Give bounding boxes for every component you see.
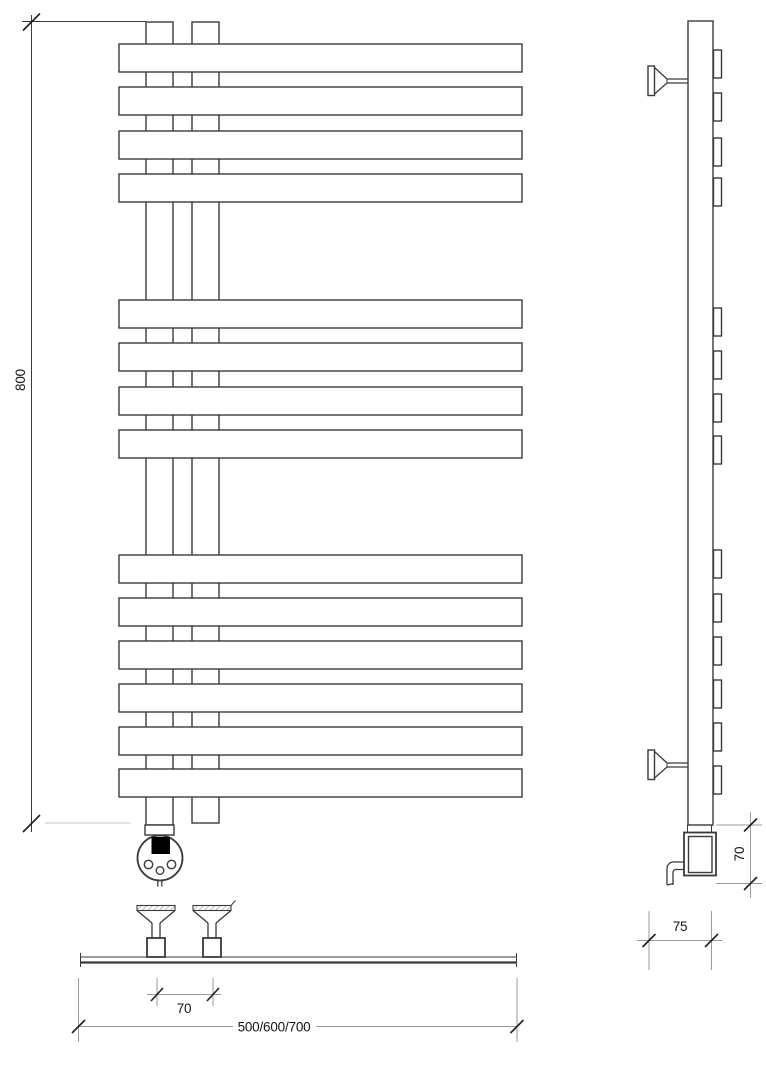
bracket-cone (655, 68, 668, 80)
radiator-bar (119, 387, 522, 415)
bracket-plate (648, 66, 655, 96)
thermostat-button (144, 860, 152, 868)
bar-cross-section (714, 550, 722, 578)
side-heater-label: 70 (732, 846, 747, 862)
radiator-bar (119, 727, 522, 755)
bracket-cone (193, 911, 208, 924)
wall-bracket-front (137, 906, 175, 958)
bar-cross-section (714, 308, 722, 336)
bracket-foot (147, 938, 165, 957)
front-bars (119, 44, 522, 797)
bracket-disc (137, 906, 175, 911)
radiator-bar (119, 343, 522, 371)
bracket-cone (655, 83, 668, 94)
bar-cross-section (714, 50, 722, 78)
radiator-bar (119, 87, 522, 115)
bar-cross-section (714, 723, 722, 751)
radiator-bar (119, 555, 522, 583)
thermostat-button (167, 860, 175, 868)
bracket-spacing-dimension (147, 978, 221, 1016)
bar-cross-section (714, 178, 722, 206)
bar-cross-section (714, 351, 722, 379)
side-collector-body (688, 21, 713, 825)
heating-element (138, 825, 183, 887)
radiator-bar (119, 641, 522, 669)
bracket-disc-tick (231, 901, 236, 906)
bar-cross-section (714, 436, 722, 464)
radiator-bar (119, 44, 522, 72)
radiator-bar (119, 430, 522, 458)
side-bar-sections (714, 50, 722, 794)
side-depth-label: 75 (672, 919, 688, 934)
bar-cross-section (714, 637, 722, 665)
bracket-disc (193, 906, 231, 911)
wall-bracket-side (648, 750, 689, 780)
bar-cross-section (714, 680, 722, 708)
side-brackets (648, 66, 689, 780)
radiator-bar (119, 300, 522, 328)
radiator-bar (119, 684, 522, 712)
radiator-bar (119, 131, 522, 159)
bracket-cone (137, 911, 152, 924)
bracket-plate (648, 750, 655, 780)
side-body (688, 21, 713, 825)
heater-housing-inner (689, 837, 713, 873)
wall-bracket-side (648, 66, 689, 96)
bracket-cone (655, 767, 668, 778)
bar-cross-section (714, 394, 722, 422)
cable-elbow (673, 870, 684, 886)
bracket-cone (655, 752, 668, 764)
wall-baseline (80, 953, 517, 967)
wall-bracket-front (193, 901, 236, 958)
bracket-cone (216, 911, 231, 924)
width-dimension (72, 978, 524, 1042)
thermostat-button (156, 867, 164, 875)
width-dim-label: 500/600/700 (237, 1019, 311, 1035)
cable-elbow (667, 862, 684, 885)
radiator-bar (119, 769, 522, 797)
bracket-spacing-label: 70 (176, 1001, 192, 1016)
bracket-cone (160, 911, 175, 924)
bar-cross-section (714, 93, 722, 121)
front-brackets (137, 901, 236, 958)
height-dim-label: 800 (13, 369, 28, 391)
bar-cross-section (714, 766, 722, 794)
thermostat-display (152, 837, 171, 854)
bracket-foot (203, 938, 221, 957)
element-collar (145, 825, 174, 835)
side-depth-dimension (637, 911, 722, 970)
side-heater-box (667, 825, 716, 885)
side-heater-dimension (716, 812, 762, 898)
radiator-bar (119, 174, 522, 202)
bar-cross-section (714, 594, 722, 622)
bar-cross-section (714, 138, 722, 166)
radiator-bar (119, 598, 522, 626)
